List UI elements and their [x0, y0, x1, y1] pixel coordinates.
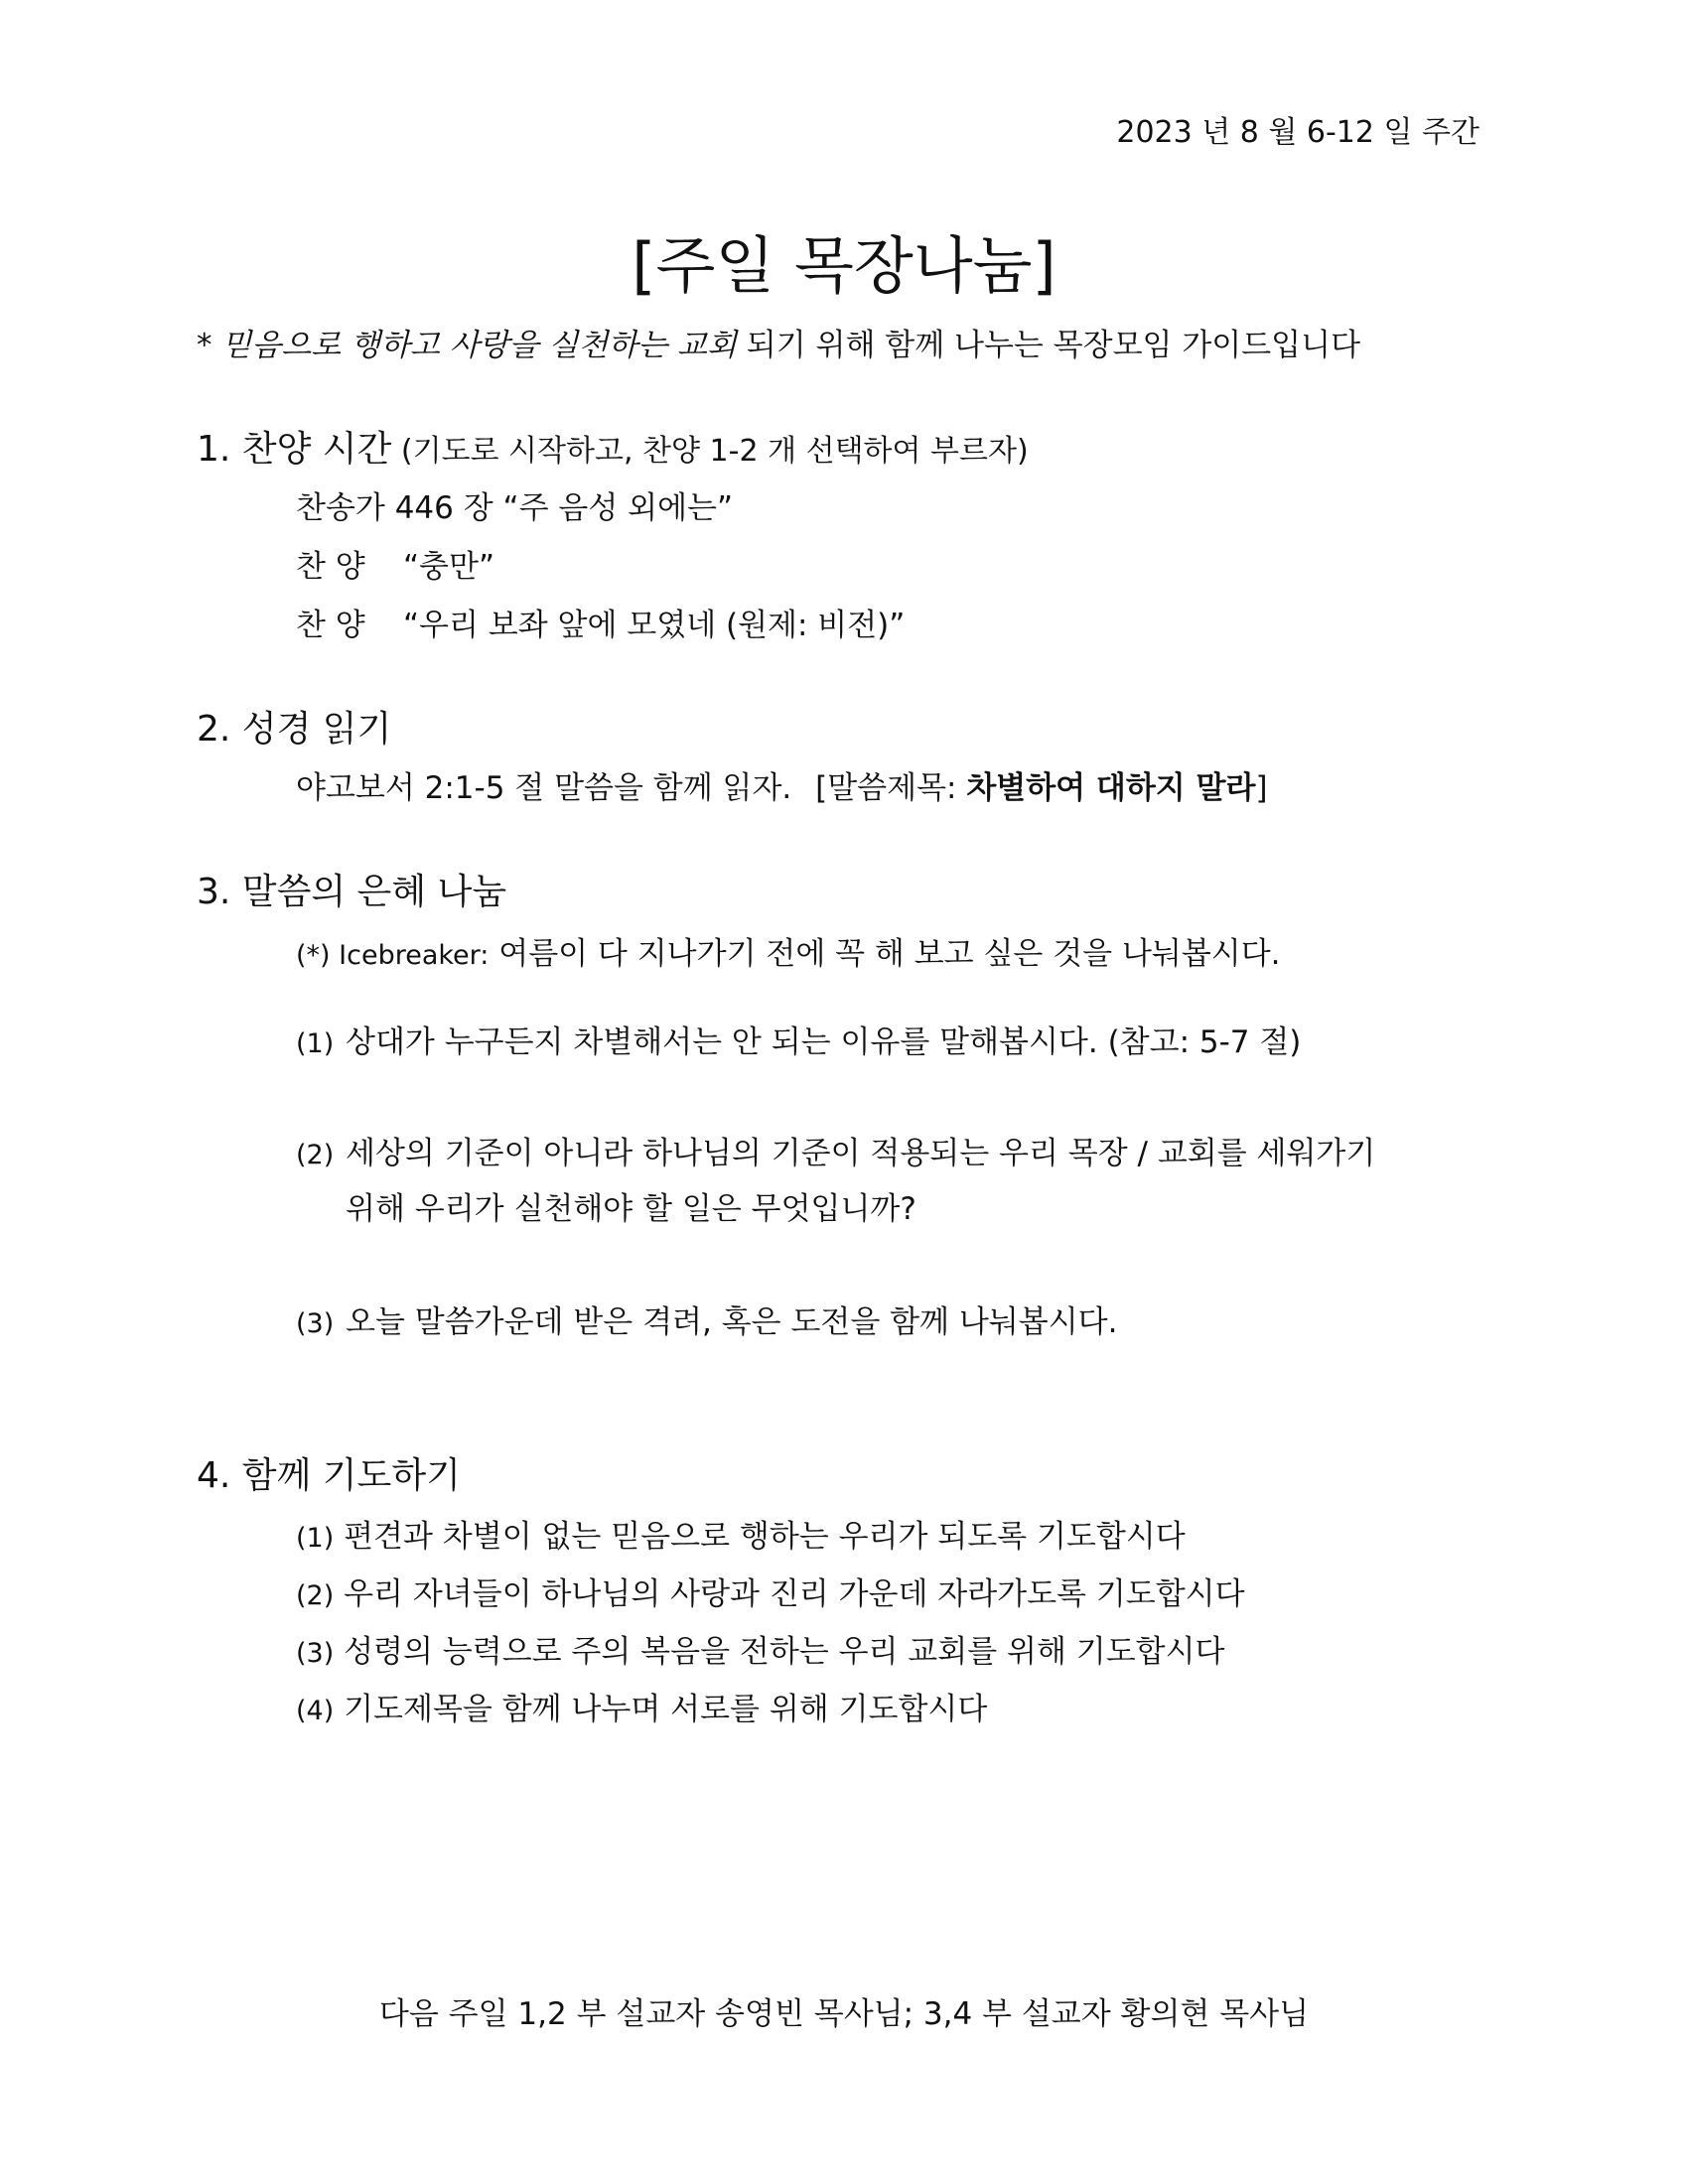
song-label: 찬송가 446 장	[296, 490, 493, 526]
icebreaker-text: 여름이 다 지나가기 전에 꼭 해 보고 싶은 것을 나눠봅시다.	[489, 936, 1281, 972]
prayer-item	[296, 1511, 1186, 1556]
prayer-item	[296, 1569, 1245, 1613]
song-item	[296, 482, 733, 527]
section-sharing-heading: 3. 말씀의 은혜 나눔	[197, 872, 507, 912]
prayer-item	[296, 1684, 987, 1728]
question-text: 세상의 기준이 아니라 하나님의 기준이 적용되는 우리 목장 / 교회를 세워가기	[346, 1136, 1376, 1171]
subtitle-star: *	[197, 328, 212, 363]
song-label: 찬 양	[296, 608, 365, 643]
section-praise-heading	[197, 421, 1029, 472]
section-bible-heading: 2. 성경 읽기	[197, 709, 392, 750]
question-number: (2)	[296, 1140, 335, 1170]
week-date: 2023 년 8 월 6-12 일 주간	[1116, 115, 1479, 150]
question-number: (1)	[296, 1028, 335, 1059]
section-praise-title: 1. 찬양 시간	[197, 429, 392, 470]
question-item	[296, 1017, 1301, 1061]
prayer-number: (1)	[296, 1523, 335, 1554]
section-praise-note: (기도로 시작하고, 찬양 1-2 개 선택하여 부르자)	[391, 434, 1029, 469]
song-item	[296, 541, 494, 586]
question-text: 오늘 말씀가운데 받은 격려, 혹은 도전을 함께 나눠봅시다.	[346, 1304, 1118, 1340]
subtitle-rest: 되기 위해 함께 나누는 목장모임 가이드입니다	[736, 328, 1361, 363]
bible-reading	[296, 762, 1268, 807]
sermon-title: 차별하여 대하지 말라	[966, 770, 1256, 806]
song-title: “주 음성 외에는”	[502, 490, 734, 526]
question-text: 상대가 누구든지 차별해서는 안 되는 이유를 말해봅시다. (참고: 5-7 절)	[346, 1024, 1302, 1060]
subtitle-italic: 믿음으로 행하고 사랑을 실천하는 교회	[221, 328, 737, 363]
question-text-continued: 위해 우리가 실천해야 할 일은 무엇입니까?	[346, 1191, 916, 1227]
song-label: 찬 양	[296, 549, 365, 585]
prayer-number: (4)	[296, 1696, 335, 1726]
icebreaker-label: (*) Icebreaker:	[296, 940, 490, 971]
question-item	[296, 1297, 1117, 1341]
guide-subtitle	[197, 320, 1360, 364]
prayer-number: (3)	[296, 1638, 335, 1669]
song-item	[296, 600, 905, 644]
prayer-number: (2)	[296, 1580, 335, 1611]
prayer-item	[296, 1626, 1224, 1671]
prayer-text: 편견과 차별이 없는 믿음으로 행하는 우리가 되도록 기도합시다	[334, 1519, 1186, 1555]
prayer-text: 우리 자녀들이 하나님의 사랑과 진리 가운데 자라가도록 기도합시다	[334, 1576, 1245, 1612]
prayer-text: 기도제목을 함께 나누며 서로를 위해 기도합시다	[334, 1692, 988, 1727]
next-week-preachers: 다음 주일 1,2 부 설교자 송영빈 목사님; 3,4 부 설교자 황의현 목사님	[378, 1996, 1310, 2032]
icebreaker	[296, 928, 1281, 973]
sermon-suffix: ]	[1255, 770, 1268, 806]
song-title: “우리 보좌 앞에 모였네 (원제: 비전)”	[403, 608, 906, 643]
question-number: (3)	[296, 1308, 335, 1339]
song-title: “충만”	[403, 549, 495, 585]
page-title: [주일 목장나눔]	[632, 229, 1056, 302]
sermon-prefix: [말씀제목:	[815, 770, 967, 806]
section-prayer-heading: 4. 함께 기도하기	[197, 1455, 461, 1496]
prayer-text: 성령의 능력으로 주의 복음을 전하는 우리 교회를 위해 기도합시다	[334, 1634, 1225, 1670]
reading-text: 야고보서 2:1-5 절 말씀을 함께 읽자.	[296, 770, 792, 806]
question-item	[296, 1128, 1375, 1172]
